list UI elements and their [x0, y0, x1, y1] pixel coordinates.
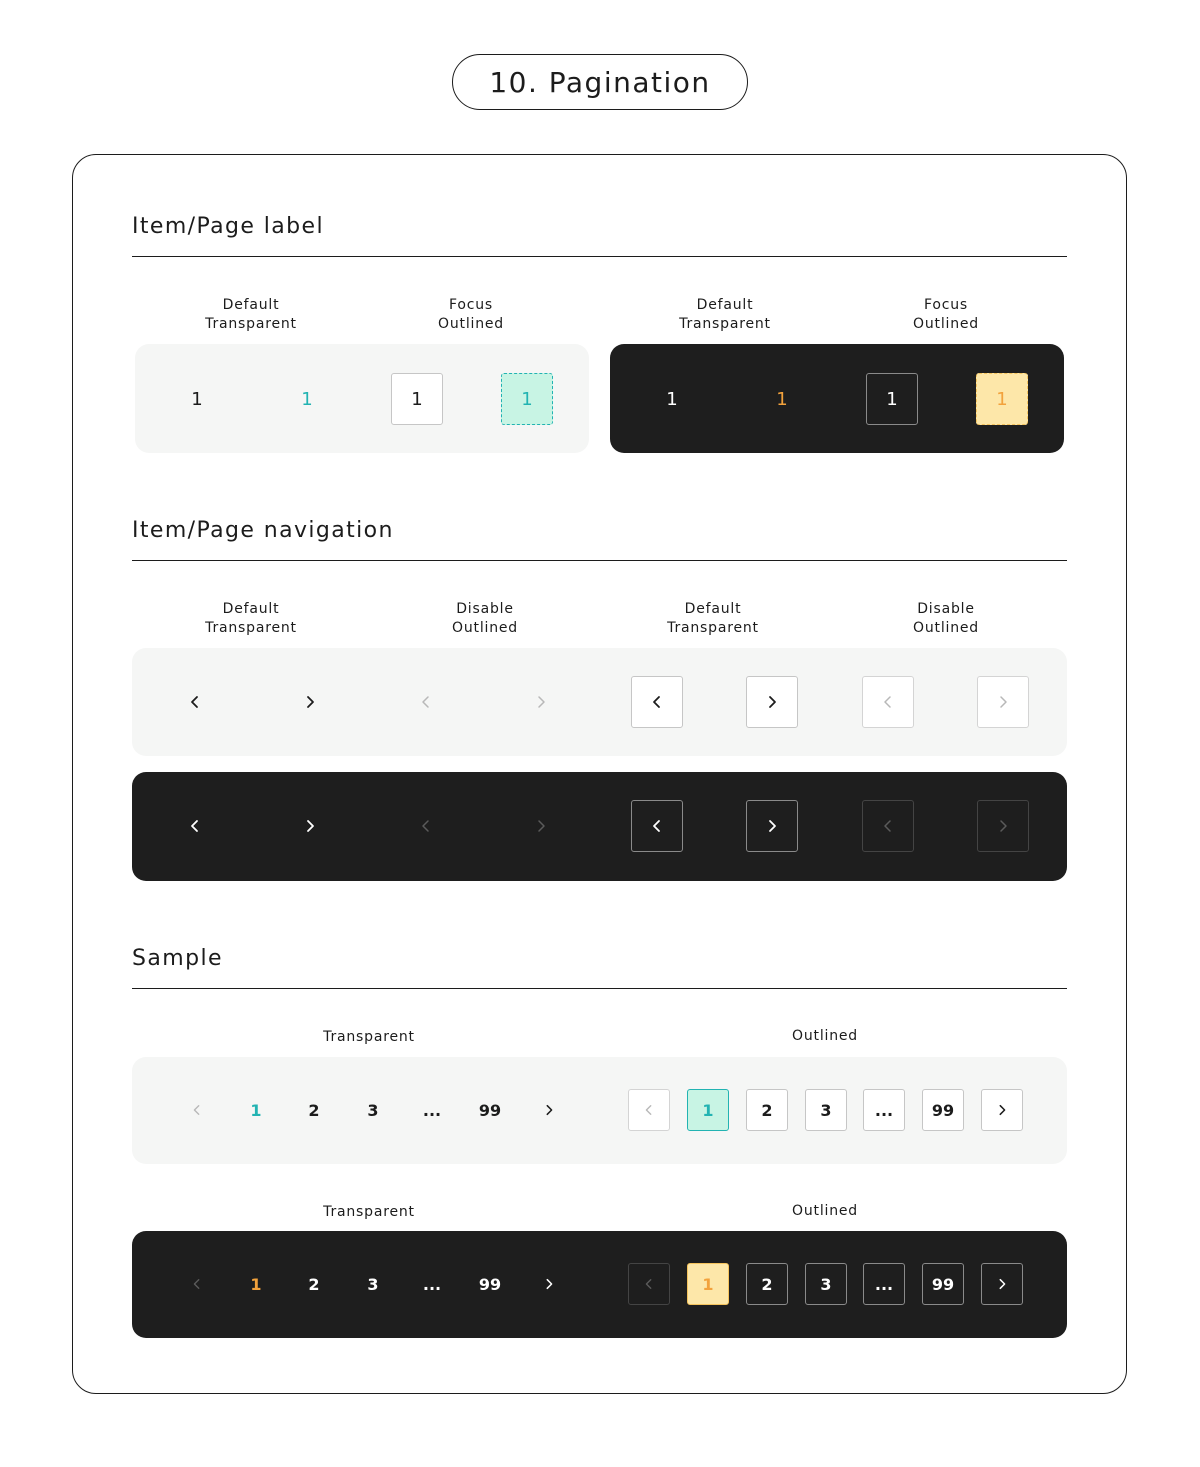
prev-button-disabled [400, 676, 452, 728]
chevron-right-icon [303, 819, 317, 833]
caption-default-transparent: Default Transparent [679, 297, 771, 332]
prev-button-outlined-disabled [862, 800, 914, 852]
next-button-outlined-disabled [977, 676, 1029, 728]
caption-default-transparent: Default Transparent [667, 601, 759, 636]
page-ellipsis: ... [422, 1100, 442, 1120]
chevron-left-icon [643, 1104, 655, 1116]
chevron-left-icon [191, 1104, 203, 1116]
page-ellipsis: ... [863, 1263, 905, 1305]
next-button[interactable] [528, 1089, 570, 1131]
chevron-right-icon [996, 819, 1010, 833]
page-ellipsis: ... [863, 1089, 905, 1131]
chevron-right-icon [303, 695, 317, 709]
page-item-outlined[interactable]: 1 [866, 373, 918, 425]
chevron-left-icon [191, 1278, 203, 1290]
next-button[interactable] [284, 676, 336, 728]
next-button[interactable] [528, 1263, 570, 1305]
prev-button[interactable] [169, 800, 221, 852]
page-title: 10. Pagination [452, 54, 748, 110]
section-divider [132, 988, 1067, 989]
caption-disable-outlined: Disable Outlined [452, 601, 518, 636]
page-button[interactable]: 99 [478, 1100, 502, 1120]
page-button-current[interactable]: 1 [687, 1263, 729, 1305]
caption-outlined: Outlined [792, 1203, 858, 1219]
caption-transparent: Transparent [323, 1029, 415, 1045]
caption-disable-outlined: Disable Outlined [913, 601, 979, 636]
next-button-outlined-disabled [977, 800, 1029, 852]
section-heading-navigation: Item/Page navigation [132, 518, 394, 543]
chevron-right-icon [765, 695, 779, 709]
chevron-right-icon [996, 1278, 1008, 1290]
page-item-outlined[interactable]: 1 [391, 373, 443, 425]
navigation-panel-light [132, 648, 1067, 756]
section-divider [132, 256, 1067, 257]
caption-default-transparent: Default Transparent [205, 297, 297, 332]
next-button-outlined[interactable] [981, 1263, 1023, 1305]
caption-focus-outlined: Focus Outlined [913, 297, 979, 332]
prev-button[interactable] [169, 676, 221, 728]
page-button[interactable]: 3 [367, 1274, 379, 1294]
page-button-current[interactable]: 1 [687, 1089, 729, 1131]
page-button-current[interactable]: 1 [250, 1274, 262, 1294]
page-button[interactable]: 2 [308, 1274, 320, 1294]
page-item-default[interactable]: 1 [191, 388, 203, 410]
chevron-right-icon [534, 695, 548, 709]
caption-transparent: Transparent [323, 1204, 415, 1220]
chevron-right-icon [543, 1278, 555, 1290]
page-button[interactable]: 99 [922, 1263, 964, 1305]
next-button[interactable] [284, 800, 336, 852]
caption-outlined: Outlined [792, 1028, 858, 1044]
chevron-right-icon [765, 819, 779, 833]
page-item-default[interactable]: 1 [666, 388, 678, 410]
caption-focus-outlined: Focus Outlined [438, 297, 504, 332]
page-button[interactable]: 3 [805, 1089, 847, 1131]
chevron-left-icon [650, 695, 664, 709]
prev-button-outlined-disabled [628, 1263, 670, 1305]
chevron-left-icon [419, 695, 433, 709]
chevron-right-icon [996, 1104, 1008, 1116]
section-divider [132, 560, 1067, 561]
page-item-focus[interactable]: 1 [776, 388, 788, 410]
prev-button-outlined[interactable] [631, 676, 683, 728]
prev-button-outlined[interactable] [631, 800, 683, 852]
chevron-left-icon [188, 819, 202, 833]
chevron-right-icon [996, 695, 1010, 709]
section-heading-sample: Sample [132, 946, 223, 971]
prev-button-disabled [400, 800, 452, 852]
navigation-panel-dark [132, 772, 1067, 881]
prev-button-outlined-disabled [628, 1089, 670, 1131]
section-heading-label: Item/Page label [132, 214, 324, 239]
caption-default-transparent: Default Transparent [205, 601, 297, 636]
next-button-outlined[interactable] [746, 676, 798, 728]
page-button-current[interactable]: 1 [250, 1100, 262, 1120]
next-button-outlined[interactable] [981, 1089, 1023, 1131]
next-button-outlined[interactable] [746, 800, 798, 852]
chevron-left-icon [650, 819, 664, 833]
page-button[interactable]: 3 [367, 1100, 379, 1120]
page-button[interactable]: 99 [478, 1274, 502, 1294]
prev-button-disabled [176, 1089, 218, 1131]
chevron-right-icon [543, 1104, 555, 1116]
page-button[interactable]: 99 [922, 1089, 964, 1131]
chevron-left-icon [419, 819, 433, 833]
prev-button-disabled [176, 1263, 218, 1305]
chevron-left-icon [643, 1278, 655, 1290]
page-button[interactable]: 2 [746, 1263, 788, 1305]
next-button-disabled [515, 800, 567, 852]
page-item-outlined-focus[interactable]: 1 [976, 373, 1028, 425]
page-ellipsis: ... [422, 1274, 442, 1294]
chevron-left-icon [188, 695, 202, 709]
page-button[interactable]: 2 [308, 1100, 320, 1120]
page-button[interactable]: 3 [805, 1263, 847, 1305]
next-button-disabled [515, 676, 567, 728]
prev-button-outlined-disabled [862, 676, 914, 728]
page-button[interactable]: 2 [746, 1089, 788, 1131]
chevron-left-icon [881, 819, 895, 833]
page-item-outlined-focus[interactable]: 1 [501, 373, 553, 425]
chevron-right-icon [534, 819, 548, 833]
chevron-left-icon [881, 695, 895, 709]
page-item-focus[interactable]: 1 [301, 388, 313, 410]
